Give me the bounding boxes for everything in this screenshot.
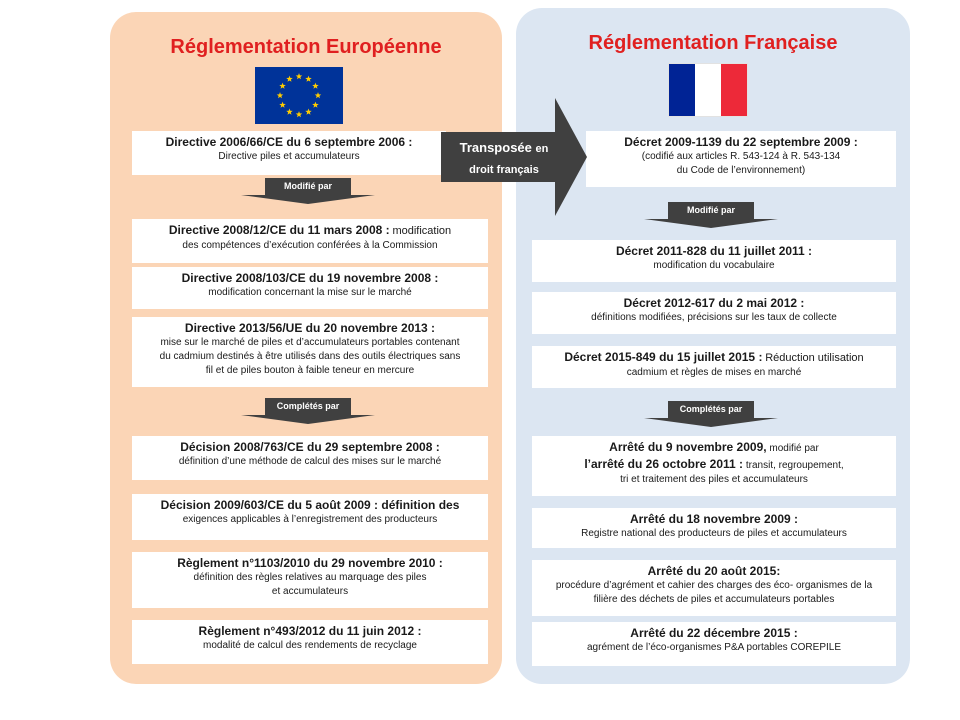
- fr-decret-2009-1139: [586, 131, 896, 187]
- eu-item-text: modalité de calcul des rendements de recyclage: [202, 640, 417, 651]
- eu-item-title: Directive 2008/12/CE du 11 mars 2008 :: [168, 223, 390, 237]
- fr-item-text: cadmium et règles de mises en marché: [626, 367, 802, 378]
- transposee-bold: Transposée: [459, 140, 532, 155]
- eu-item-inline: modification: [392, 225, 452, 237]
- eu-directive-2008-103: [132, 267, 488, 309]
- eu-item-title: Directive 2008/103/CE du 19 novembre 2008 :: [181, 271, 439, 285]
- fr-item-inline: Réduction utilisation: [765, 352, 864, 364]
- fr-modifie-par-label: Modifié par: [686, 205, 735, 215]
- fr-item-line: filière des déchets de piles et accumulateurs portables: [593, 594, 835, 605]
- fr-item-title: Décret 2012-617 du 2 mai 2012 :: [623, 296, 805, 310]
- eu-item-line: et accumulateurs: [271, 586, 349, 597]
- eu-item-title: Décision 2009/603/CE du 5 août 2009 : définition des: [160, 498, 460, 512]
- eu-item-title: Décision 2008/763/CE du 29 septembre 2008 :: [180, 440, 440, 454]
- eu-flag-icon: [255, 67, 343, 124]
- fr-arrete-2009-11-18: [532, 508, 896, 548]
- eu-completes-par-connector: [241, 398, 375, 424]
- fr-item-title: Décret 2015-849 du 15 juillet 2015 :: [564, 350, 763, 364]
- eu-item-text: exigences applicables à l’enregistrement des producteurs: [182, 514, 438, 525]
- fr-item-title: Arrêté du 22 décembre 2015 :: [630, 626, 798, 640]
- fr-decret-2012-617: [532, 292, 896, 334]
- eu-item-line: fil et de piles bouton à faible teneur en mercure: [205, 365, 415, 376]
- fr-item-text: Registre national des producteurs de piles et accumulateurs: [581, 528, 847, 539]
- eu-item-title: Directive 2013/56/UE du 20 novembre 2013 :: [184, 321, 436, 335]
- transposee-label: [445, 138, 563, 180]
- fr-item-title: Décret 2009-1139 du 22 septembre 2009 :: [624, 135, 858, 149]
- fr-completes-par-label: Complétés par: [679, 404, 743, 414]
- fr-arrete-2009-11-09: [532, 436, 896, 496]
- fr-item-line: du Code de l’environnement): [676, 165, 806, 176]
- fr-item-title: Arrêté du 18 novembre 2009 :: [629, 512, 799, 526]
- fr-decret-2015-849: [532, 346, 896, 388]
- eu-item-line: mise sur le marché de piles et d’accumulateurs portables contenant: [160, 337, 460, 348]
- eu-item-text: des compétences d’exécution conférées à la Commission: [182, 240, 438, 251]
- fr-item-text: agrément de l’éco-organismes P&A portables COREPILE: [586, 642, 841, 653]
- fr-item-text: tri et traitement des piles et accumulateurs: [620, 474, 808, 485]
- eu-reglement-493-2012: [132, 620, 488, 664]
- fr-item-line: procédure d’agrément et cahier des charges des éco- organismes de la: [555, 580, 873, 591]
- eu-item-line: définition des règles relatives au marquage des piles: [193, 572, 427, 583]
- eu-item-text: modification concernant la mise sur le marché: [208, 287, 412, 298]
- eu-directive-2013-56: [132, 317, 488, 387]
- eu-panel-title: Réglementation Européenne: [170, 36, 442, 58]
- fr-item-title2: l’arrêté du 26 octobre 2011 :: [584, 457, 744, 471]
- fr-item-title: Décret 2011-828 du 11 juillet 2011 :: [615, 244, 813, 258]
- fr-item-line: (codifié aux articles R. 543-124 à R. 543-134: [641, 151, 841, 162]
- fr-arrete-2015-08-20: [532, 560, 896, 616]
- fr-item-text: définitions modifiées, précisions sur les taux de collecte: [591, 312, 837, 323]
- transposee-small: en: [535, 143, 549, 155]
- eu-decision-2008-763: [132, 436, 488, 480]
- eu-completes-par-label: Complétés par: [276, 401, 340, 411]
- fr-arrete-2015-12-22: [532, 622, 896, 666]
- fr-completes-par-connector: [644, 401, 778, 427]
- fr-item-inline: modifié par: [769, 443, 819, 454]
- eu-item-title: Directive 2006/66/CE du 6 septembre 2006 :: [165, 135, 413, 149]
- eu-directive-2008-12: [132, 219, 488, 263]
- eu-modifie-par-connector: [241, 178, 375, 204]
- fr-item-title: Arrêté du 20 août 2015:: [647, 564, 781, 578]
- fr-item-text: modification du vocabulaire: [653, 260, 775, 271]
- eu-item-text: définition d’une méthode de calcul des mises sur le marché: [178, 456, 442, 467]
- fr-flag-icon: [668, 63, 748, 117]
- eu-item-line: du cadmium destinés à être utilisés dans des outils électriques sans: [159, 351, 461, 362]
- fr-item-title: Arrêté du 9 novembre 2009,: [609, 440, 767, 454]
- eu-directive-2006-66: [132, 131, 446, 175]
- transposee-arrow: [441, 98, 587, 216]
- eu-reglement-1103-2010: [132, 552, 488, 608]
- eu-modifie-par-label: Modifié par: [283, 181, 332, 191]
- transposee-line2: droit français: [469, 164, 539, 176]
- eu-item-text: Directive piles et accumulateurs: [218, 151, 360, 162]
- fr-modifie-par-connector: [644, 202, 778, 228]
- fr-item-inline2: transit, regroupement,: [745, 460, 844, 471]
- eu-item-title: Règlement n°1103/2010 du 29 novembre 2010 :: [177, 556, 443, 570]
- fr-panel-title: Réglementation Française: [588, 32, 838, 54]
- eu-decision-2009-603: [132, 494, 488, 540]
- fr-decret-2011-828: [532, 240, 896, 282]
- eu-item-title: Règlement n°493/2012 du 11 juin 2012 :: [198, 624, 422, 638]
